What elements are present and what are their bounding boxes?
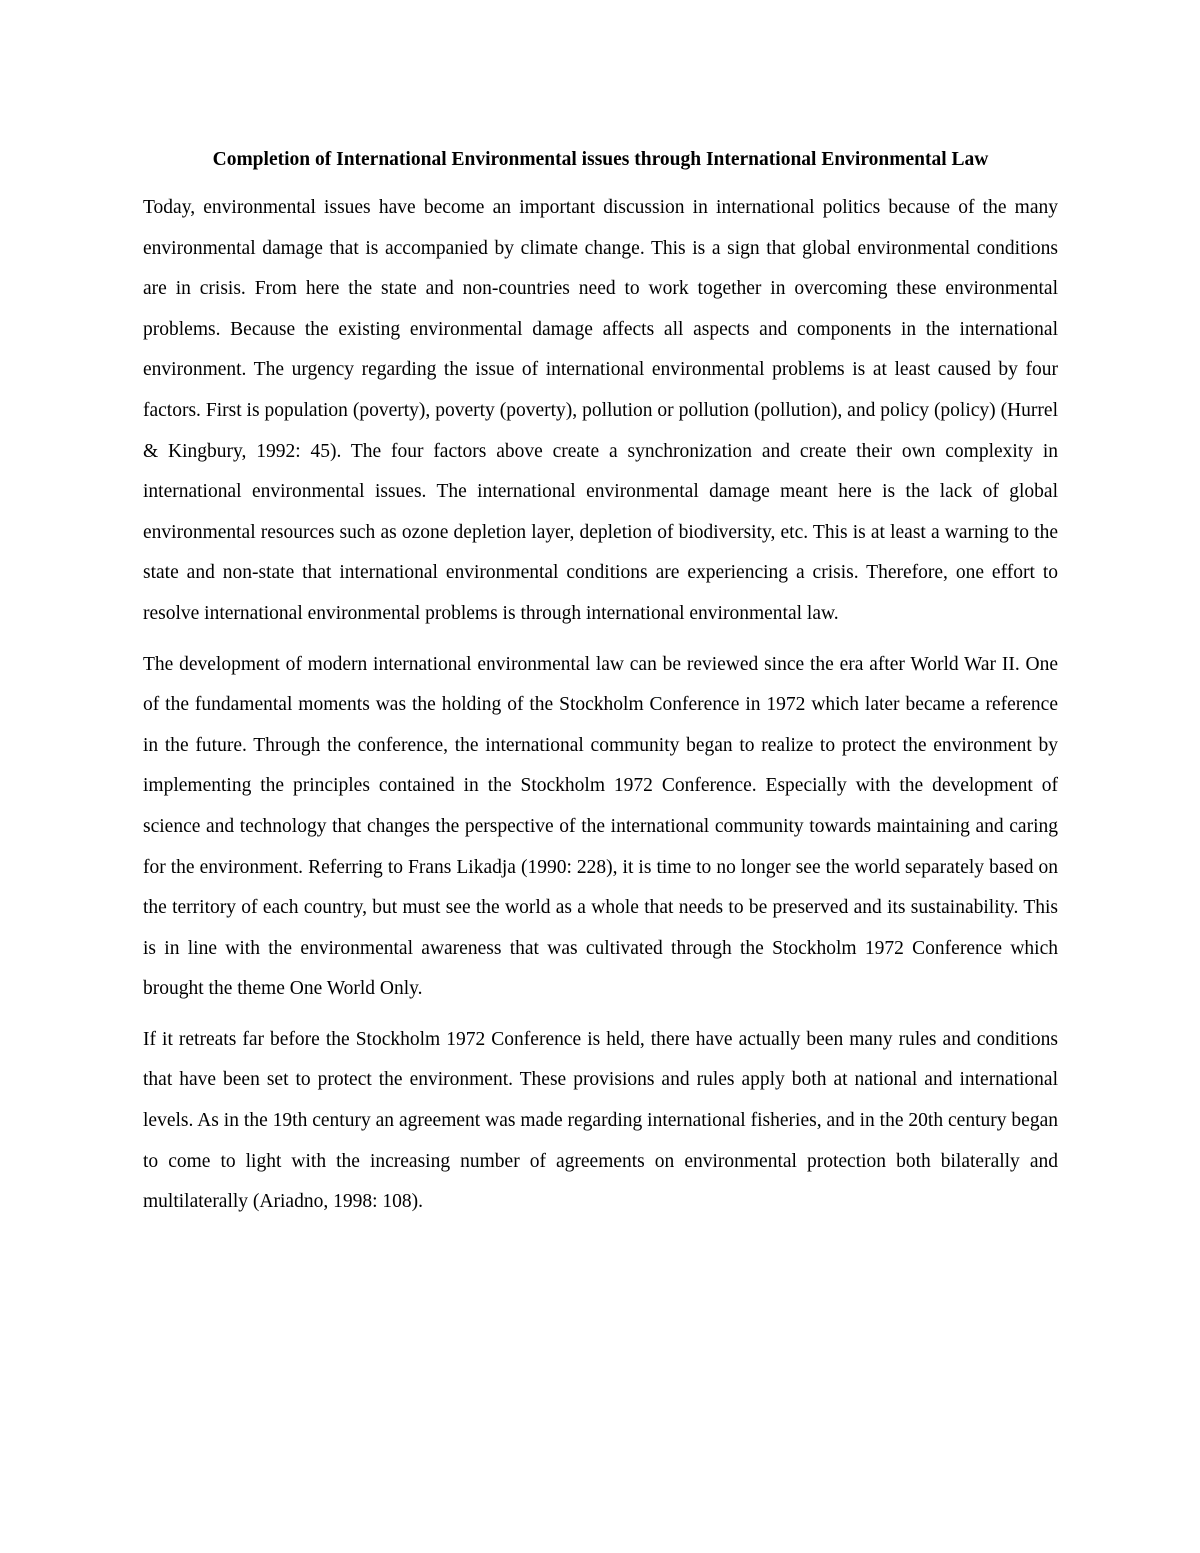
paragraph-introduction: Today, environmental issues have become an important discussion in international politics because of the many environmental damage that is accompanied by climate change. This is a sign that global environmental conditions are in crisis. From here the state and non-countries need to work together in overcoming these environmental problems. Because the existing environmental damage affects all aspects and components in the international environment. The urgency regarding the issue of international environmental problems is at least caused by four factors. First is population (poverty), poverty (poverty), pollution or pollution (pollution), and policy (policy) (Hurrel & Kingbury, 1992: 45). The four factors above create a synchronization and create their own complexity in international environmental issues. The international environmental damage meant here is the lack of global environmental resources such as ozone depletion layer, depletion of biodiversity, etc. This is at least a warning to the state and non-state that international environmental conditions are experiencing a crisis. Therefore, one effort to resolve international environmental problems is through international environmental law. — [143, 197, 1058, 624]
paragraph-history: If it retreats far before the Stockholm 1972 Conference is held, there have actually been many rules and conditions that have been set to protect the environment. These provisions and rules apply both at national and international levels. As in the 19th century an agreement was made regarding international fisheries, and in the 20th century began to come to light with the increasing number of agreements on environmental protection both bilaterally and multilaterally (Ariadno, 1998: 108). — [143, 1028, 1058, 1213]
document-title: Completion of International Environmental issues through International Environmental Law — [212, 149, 989, 170]
document-body — [143, 140, 1058, 1223]
paragraph-development: The development of modern international environmental law can be reviewed since the era after World War II. One of the fundamental moments was the holding of the Stockholm Conference in 1972 which later became a reference in the future. Through the conference, the international community began to realize to protect the environment by implementing the principles contained in the Stockholm 1972 Conference. Especially with the development of science and technology that changes the perspective of the international community towards maintaining and caring for the environment. Referring to Frans Likadja (1990: 228), it is time to no longer see the world separately based on the territory of each country, but must see the world as a whole that needs to be preserved and its sustainability. This is in line with the environmental awareness that was cultivated through the Stockholm 1972 Conference which brought the theme One World Only. — [143, 653, 1058, 1000]
